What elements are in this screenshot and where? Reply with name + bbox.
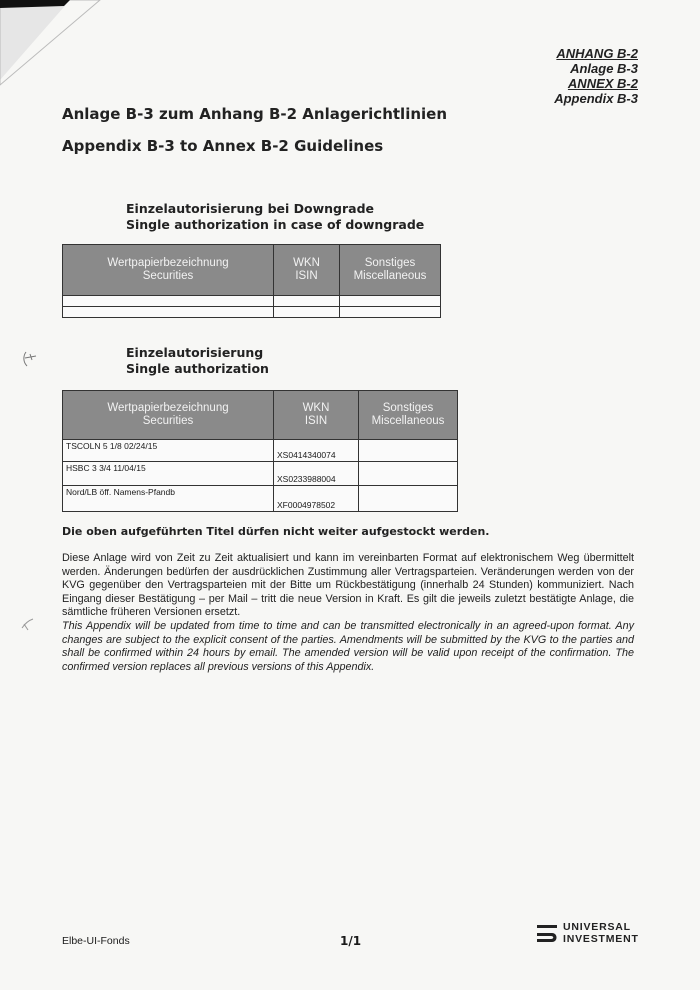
- table-row: [63, 440, 458, 462]
- table-row: [63, 486, 458, 512]
- col-securities-header: Wertpapierbezeichnung Securities: [63, 245, 274, 296]
- security-name: Nord/LB öff. Namens-Pfandb: [63, 486, 274, 512]
- security-name: TSCOLN 5 1/8 02/24/15: [63, 440, 274, 462]
- ref-appendix-de: Anlage B-3: [570, 61, 638, 76]
- logo-icon: [536, 923, 560, 945]
- universal-investment-logo: [536, 922, 639, 945]
- folded-corner: [0, 0, 110, 90]
- single-authorization-table: [62, 390, 458, 512]
- logo-line1: UNIVERSAL: [563, 921, 631, 933]
- paragraph-german: Diese Anlage wird von Zeit zu Zeit aktualisiert und kann im vereinbarten Format auf elektronischem Weg übermittelt werden. Änderungen bedürfen der ausdrücklichen Zustimmung aller Vertragsparteien. Veränderungen werden von der KVG gegenüber den Vertragsparteien mit der Bitte um Rückbestätigung (innerhalb 24 Stunden) kommuniziert. Nach Eingang dieser Bestätigung – per Mail – tritt die neue Version in Kraft. Es gilt die jeweils zuletzt bestätigte Anlage, die sämtliche früheren Versionen ersetzt.: [62, 552, 634, 619]
- downgrade-authorization-table: [62, 244, 441, 318]
- header-references: [554, 46, 638, 106]
- title-english: Appendix B-3 to Annex B-2 Guidelines: [62, 137, 384, 155]
- isin-value: XF0004978502: [274, 486, 359, 512]
- security-name: HSBC 3 3/4 11/04/15: [63, 462, 274, 486]
- section2-heading-en: Single authorization: [126, 361, 269, 376]
- col-securities-header: Wertpapierbezeichnung Securities: [63, 391, 274, 440]
- table-row: [63, 296, 441, 307]
- handwritten-mark: [18, 616, 38, 634]
- ref-appendix-en: Appendix B-3: [554, 91, 638, 106]
- col-wkn-header: WKN ISIN: [274, 245, 340, 296]
- section1-heading-de: Einzelautorisierung bei Downgrade: [126, 201, 375, 216]
- section1-heading: [126, 201, 424, 233]
- col-misc-header: Sonstiges Miscellaneous: [359, 391, 458, 440]
- col-misc-header: Sonstiges Miscellaneous: [340, 245, 441, 296]
- section2-heading-de: Einzelautorisierung: [126, 345, 264, 360]
- misc-value: [359, 440, 458, 462]
- col-wkn-header: WKN ISIN: [274, 391, 359, 440]
- handwritten-mark: [20, 348, 44, 370]
- misc-value: [359, 462, 458, 486]
- logo-line2: INVESTMENT: [563, 932, 639, 945]
- isin-value: XS0414340074: [274, 440, 359, 462]
- fund-name: Elbe-UI-Fonds: [62, 935, 130, 947]
- section2-heading: [126, 345, 269, 377]
- isin-value: XS0233988004: [274, 462, 359, 486]
- table-row: [63, 462, 458, 486]
- ref-annex-de: ANHANG B-2: [556, 46, 638, 61]
- misc-value: [359, 486, 458, 512]
- paragraph-english: This Appendix will be updated from time to time and can be transmitted electronically in an agreed-upon format. Any changes are subject to the explicit consent of the parties. Amendments will be submitted by the KVG to the parties and shall be confirmed within 24 hours by email. The amended version will be valid upon receipt of the confirmation. The confirmed version replaces all previous versions of this Appendix.: [62, 620, 634, 673]
- title-german: Anlage B-3 zum Anhang B-2 Anlagerichtlinien: [62, 105, 448, 123]
- page-number: 1/1: [340, 934, 362, 948]
- section1-heading-en: Single authorization in case of downgrade: [126, 217, 425, 232]
- table-row: [63, 307, 441, 318]
- ref-annex-en: ANNEX B-2: [567, 76, 638, 91]
- restriction-note: Die oben aufgeführten Titel dürfen nicht weiter aufgestockt werden.: [62, 525, 490, 538]
